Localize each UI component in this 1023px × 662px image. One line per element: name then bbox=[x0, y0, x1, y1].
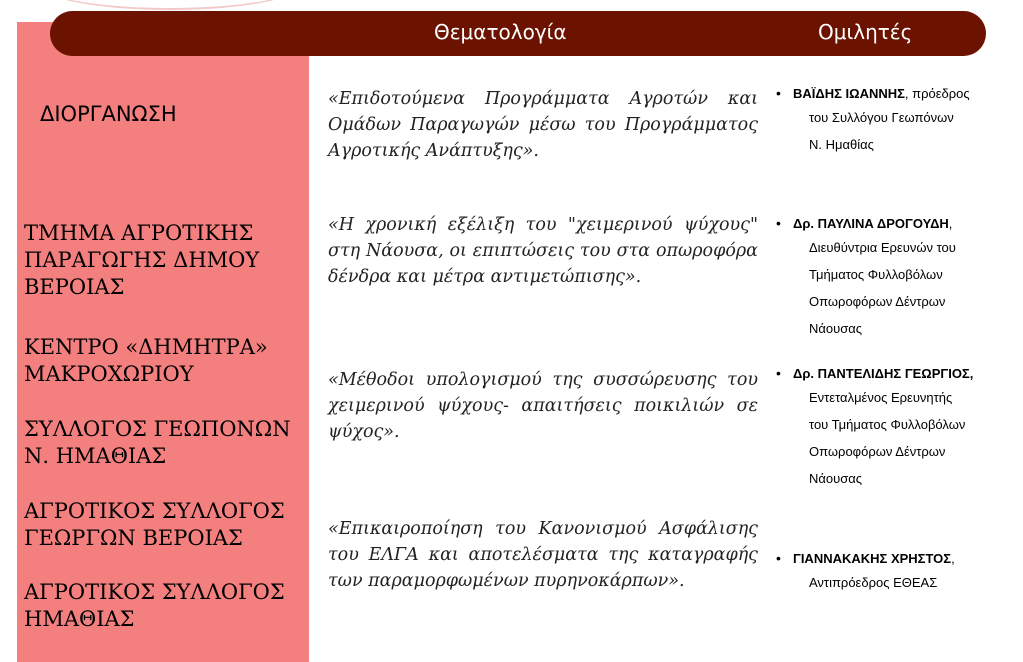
speaker-entry bbox=[776, 365, 1016, 492]
topics-heading: Θεματολογία bbox=[434, 20, 567, 44]
speaker-inline-text: , bbox=[951, 551, 955, 566]
speaker-entry bbox=[776, 215, 1016, 342]
speaker-entry bbox=[776, 85, 1016, 158]
speaker-role: Αντιπρόεδρος ΕΘΕΑΣ bbox=[809, 575, 938, 590]
decorative-arc bbox=[40, 0, 300, 10]
speaker-name: Δρ. ΠΑΥΛΙΝΑ ΔΡΟΓΟΥΔΗ bbox=[793, 216, 949, 231]
speaker-name: ΒΑΪΔΗΣ ΙΩΑΝΝΗΣ bbox=[793, 86, 905, 101]
topic-item: «Επικαιροποίηση του Κανονισμού Ασφάλισης του ΕΛΓΑ και αποτελέσματα της καταγραφής των παραμορφωμένων πυρηνοκάρπων». bbox=[328, 519, 758, 591]
organizer-item: ΑΓΡΟΤΙΚΟΣ ΣΥΛΛΟΓΟΣ ΓΕΩΡΓΩΝ ΒΕΡΟΙΑΣ bbox=[24, 499, 285, 550]
topic-item: «Μέθοδοι υπολογισμού της συσσώρευσης του χειμερινού ψύχους- απαιτήσεις ποικιλιών σε ψύχος». bbox=[328, 370, 758, 442]
organizer-item: ΤΜΗΜΑ ΑΓΡΟΤΙΚΗΣ ΠΑΡΑΓΩΓΗΣ ΔΗΜΟΥ ΒΕΡΟΙΑΣ bbox=[24, 221, 260, 299]
header-bar bbox=[50, 11, 986, 56]
organizer-item: ΑΓΡΟΤΙΚΟΣ ΣΥΛΛΟΓΟΣ ΗΜΑΘΙΑΣ bbox=[24, 580, 285, 631]
bullet-icon: • bbox=[776, 215, 781, 231]
organizer-item: ΚΕΝΤΡΟ «ΔΗΜΗΤΡΑ» ΜΑΚΡΟΧΩΡΙΟΥ bbox=[24, 335, 268, 386]
bullet-icon: • bbox=[776, 85, 781, 101]
speaker-role: του Συλλόγου Γεωπόνων Ν. Ημαθίας bbox=[809, 110, 954, 152]
organizer-item: ΣΥΛΛΟΓΟΣ ΓΕΩΠΟΝΩΝ Ν. ΗΜΑΘΙΑΣ bbox=[24, 417, 291, 468]
bullet-icon: • bbox=[776, 550, 781, 566]
speaker-role: Διευθύντρια Ερευνών του Τμήματος Φυλλοβόλων Οπωροφόρων Δέντρων Νάουσας bbox=[809, 240, 956, 336]
speaker-inline-text: , πρόεδρος bbox=[904, 86, 970, 101]
speakers-heading: Ομιλητές bbox=[818, 20, 913, 44]
speaker-name: Δρ. ΠΑΝΤΕΛΙΔΗΣ ΓΕΩΡΓΙΟΣ, bbox=[793, 366, 974, 381]
topic-item: «Η χρονική εξέλιξη του "χειμερινού ψύχους" στη Νάουσα, οι επιπτώσεις του στα οπωροφόρα δένδρα και μέτρα αντιμετώπισης». bbox=[328, 215, 758, 287]
organizers-title: ΔΙΟΡΓΑΝΩΣΗ bbox=[40, 102, 177, 126]
speaker-inline-text: , bbox=[948, 216, 953, 231]
bullet-icon: • bbox=[776, 365, 781, 381]
speaker-role: Εντεταλμένος Ερευνητής του Τμήματος Φυλλοβόλων Οπωροφόρων Δέντρων Νάουσας bbox=[809, 390, 966, 486]
topic-item: «Επιδοτούμενα Προγράμματα Αγροτών και Ομάδων Παραγωγών μέσω του Προγράμματος Αγροτικής Ανάπτυξης». bbox=[328, 89, 758, 161]
speaker-entry bbox=[776, 550, 1016, 596]
speaker-name: ΓΙΑΝΝΑΚΑΚΗΣ ΧΡΗΣΤΟΣ bbox=[793, 551, 952, 566]
